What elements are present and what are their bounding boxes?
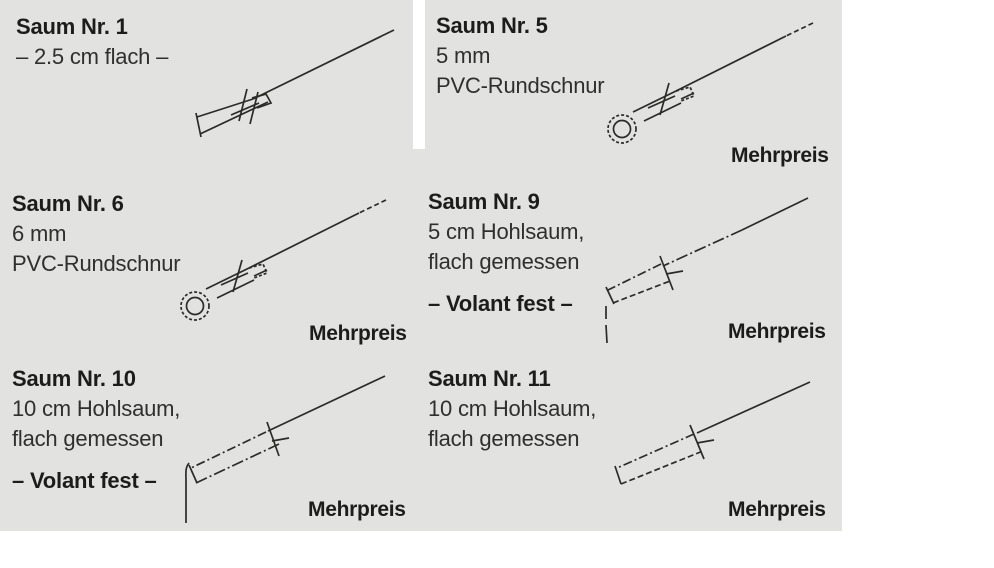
saum-option-title: Saum Nr. 11 xyxy=(428,366,551,391)
saum-option-detail: flach gemessen xyxy=(428,426,580,451)
saum-option-detail: 10 cm Hohlsaum, xyxy=(12,396,181,421)
saum-option-detail: flach gemessen xyxy=(12,426,164,451)
saum-option-detail: 5 mm xyxy=(436,43,491,68)
saum-option-detail: flach gemessen xyxy=(428,249,580,274)
saum-option-title: Saum Nr. 6 xyxy=(12,191,124,216)
volant-fest-note: – Volant fest – xyxy=(428,291,573,316)
saum-option-detail: 10 cm Hohlsaum, xyxy=(428,396,597,421)
saum-option-6[interactable] xyxy=(12,189,180,279)
surcharge-label-saum-6: Mehrpreis xyxy=(309,322,407,345)
saum-option-detail: PVC-Rundschnur xyxy=(12,251,181,276)
saum-option-title: Saum Nr. 1 xyxy=(16,14,128,39)
saum-option-title: Saum Nr. 5 xyxy=(436,13,548,38)
saum-option-5[interactable] xyxy=(436,11,604,101)
saum-option-detail: – 2.5 cm flach – xyxy=(16,44,169,69)
saum-option-9[interactable] xyxy=(428,187,584,319)
saum-option-detail: PVC-Rundschnur xyxy=(436,73,605,98)
surcharge-label-saum-5: Mehrpreis xyxy=(731,144,829,167)
saum-option-1[interactable] xyxy=(16,12,168,72)
saum-option-11[interactable] xyxy=(428,364,596,454)
saum-option-title: Saum Nr. 9 xyxy=(428,189,540,214)
volant-fest-note: – Volant fest – xyxy=(12,468,157,493)
column-gap xyxy=(413,0,425,149)
surcharge-label-saum-11: Mehrpreis xyxy=(728,498,826,521)
surcharge-label-saum-10: Mehrpreis xyxy=(308,498,406,521)
saum-option-title: Saum Nr. 10 xyxy=(12,366,136,391)
saum-option-10[interactable] xyxy=(12,364,180,496)
saum-option-detail: 5 cm Hohlsaum, xyxy=(428,219,585,244)
surcharge-label-saum-9: Mehrpreis xyxy=(728,320,826,343)
saum-option-detail: 6 mm xyxy=(12,221,67,246)
